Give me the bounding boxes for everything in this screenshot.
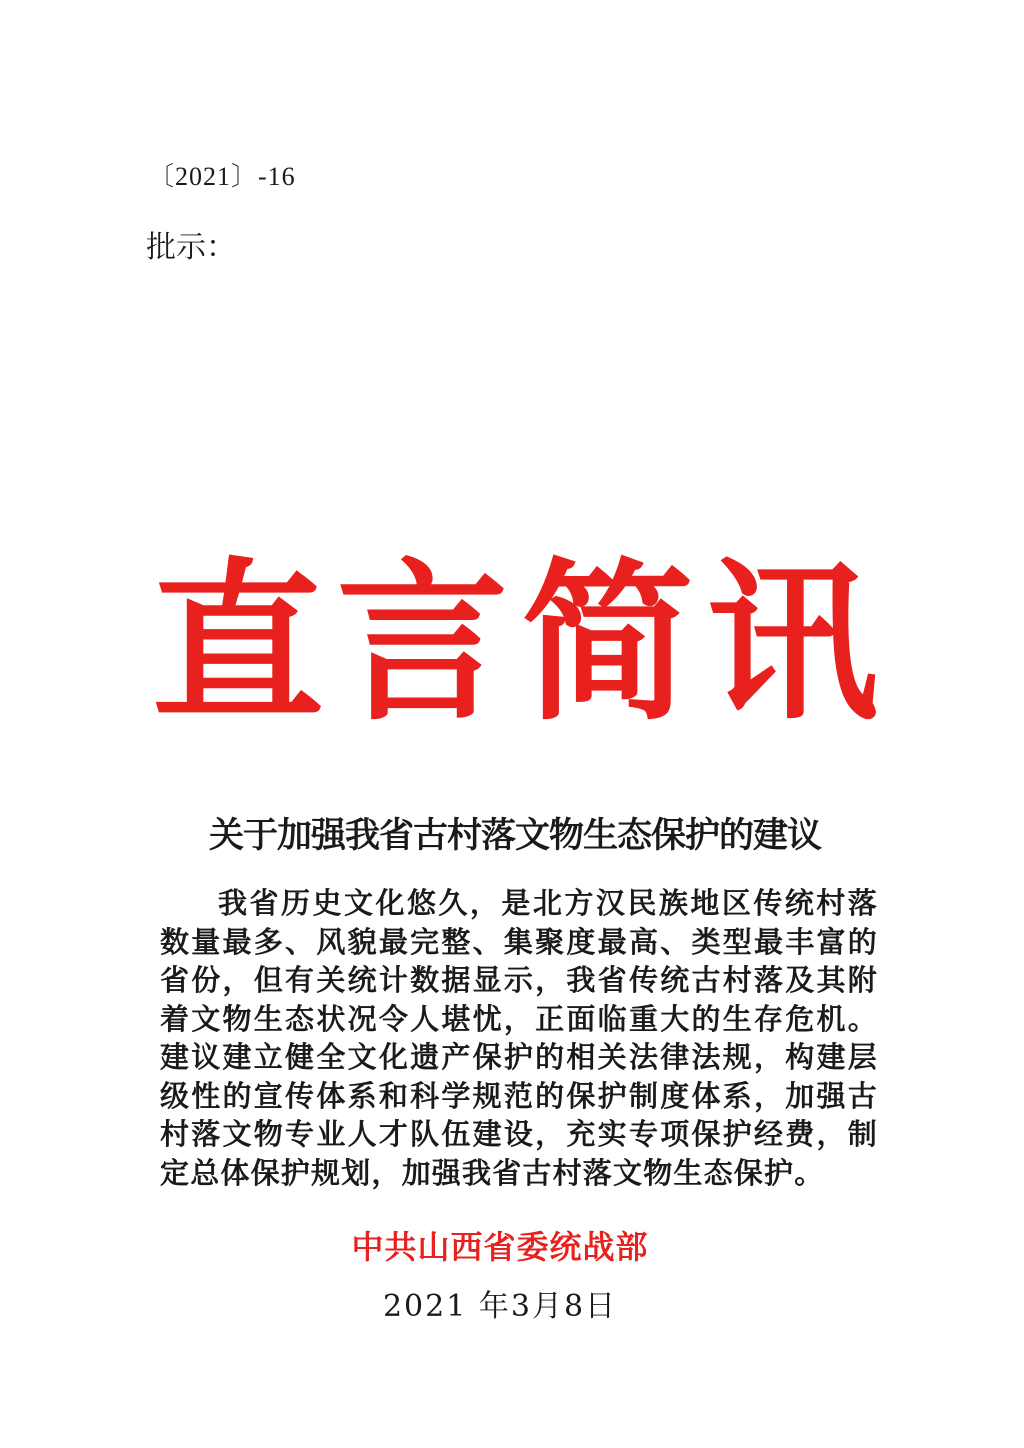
masthead-char-2: 言 <box>336 541 509 744</box>
masthead-title <box>150 541 880 744</box>
masthead-char-3: 简 <box>521 541 694 744</box>
masthead-char-4: 讯 <box>706 541 879 744</box>
issue-date: 2021 年3月8日 <box>382 1289 618 1324</box>
article-body: 我省历史文化悠久，是北方汉民族地区传统村落数量最多、风貌最完整、集聚度最高、类型最丰富的省份，但有关统计数据显示，我省传统古村落及其附着文物生态状况令人堪忧，正面临重大的生存危机。建议建立健全文化遗产保护的相关法律法规，构建层级性的宣传体系和科学规范的保护制度体系，加强古村落文物专业人才队伍建设，充实专项保护经费，制定总体保护规划，加强我省古村落文物生态保护。 <box>160 886 878 1190</box>
issuing-department: 中共山西省委统战部 <box>351 1228 649 1266</box>
article-title: 关于加强我省古村落文物生态保护的建议 <box>208 815 821 856</box>
masthead-char-1: 直 <box>151 541 324 744</box>
document-number: 〔2021〕-16 <box>148 162 296 191</box>
approval-label: 批示： <box>146 230 236 265</box>
